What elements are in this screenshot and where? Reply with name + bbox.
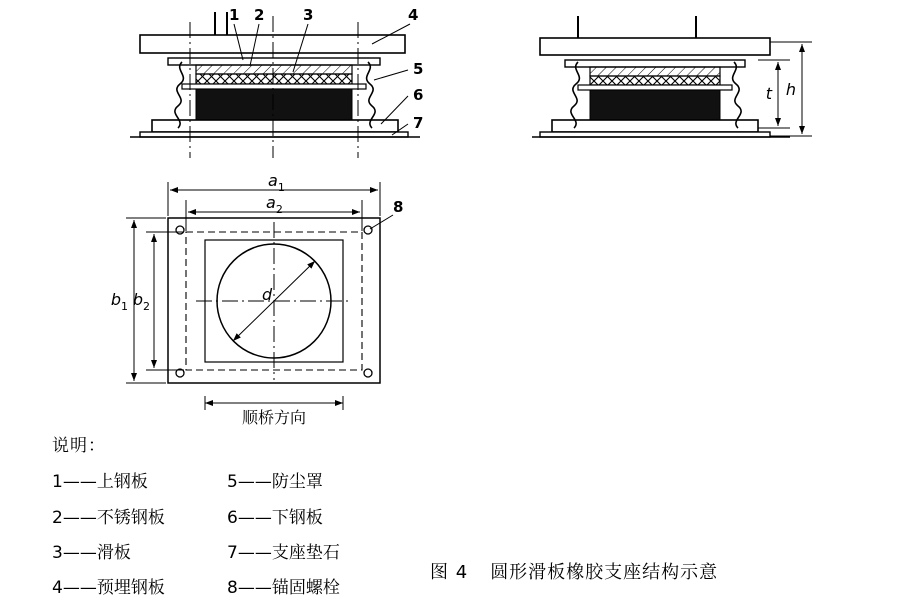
dimension-label-a1: $a_1$ (268, 171, 285, 194)
legend-item-number: 3 (52, 542, 63, 563)
callout-6: 6 (413, 86, 424, 104)
front-bearing-pedestal (140, 132, 408, 137)
legend-item-label: 防尘罩 (271, 472, 323, 493)
legend-item-label: 锚固螺栓 (271, 578, 340, 599)
legend-item-number: 2 (52, 507, 63, 528)
dimension-label-t: t (765, 84, 772, 103)
legend-item (227, 572, 402, 604)
callout-8: 8 (393, 198, 404, 216)
legend-item (52, 502, 227, 534)
front-dust-cover-right (367, 62, 376, 128)
dimension-label-b2: $b_2$ (132, 290, 150, 313)
front-lower-steel-plate (152, 120, 398, 132)
legend-item (227, 466, 402, 498)
front-stainless-steel-plate (196, 65, 352, 74)
legend-grid (52, 466, 452, 604)
side-elevation-view (532, 16, 812, 137)
dimension-label-h: h (785, 80, 796, 99)
legend-item-dash: —— (237, 578, 272, 599)
dimension-label-d: d (262, 285, 273, 304)
legend-item-label: 滑板 (96, 542, 131, 563)
side-stainless-steel-plate (590, 67, 720, 76)
side-sliding-plate (590, 76, 720, 85)
callout-5: 5 (413, 60, 424, 78)
legend-item-label: 支座垫石 (271, 542, 340, 563)
callout-4: 4 (408, 6, 419, 24)
legend-item-number: 6 (227, 507, 238, 528)
legend-item-dash: —— (237, 507, 272, 528)
callout-7: 7 (413, 114, 424, 132)
side-dust-cover-right (733, 62, 742, 128)
legend-item-number: 5 (227, 472, 238, 493)
legend-item-dash: —— (62, 507, 97, 528)
dimension-label-a2: $a_2$ (266, 193, 283, 216)
front-slider-seat-band (182, 84, 366, 89)
legend-item (52, 572, 227, 604)
front-upper-steel-plate (168, 58, 380, 65)
figure-caption (430, 558, 718, 584)
plan-view (111, 171, 404, 427)
side-bearing-pedestal (540, 132, 770, 137)
side-upper-steel-plate (565, 60, 745, 67)
legend-item-dash: —— (237, 472, 272, 493)
legend-item-label: 下钢板 (271, 507, 323, 528)
legend (52, 430, 452, 604)
dimension-label-b1: $b_1$ (110, 290, 128, 313)
side-anchor-bolts (578, 16, 696, 38)
side-slider-seat-band (578, 85, 732, 90)
legend-item (227, 502, 402, 534)
legend-item-dash: —— (62, 542, 97, 563)
callout-3: 3 (303, 6, 314, 24)
front-sliding-plate (196, 74, 352, 84)
legend-item-number: 4 (52, 578, 63, 599)
legend-item (52, 466, 227, 498)
plan-bridge-direction-label: 顺桥方向 (241, 408, 307, 427)
legend-item-number: 8 (227, 578, 238, 599)
legend-item (227, 537, 402, 569)
front-elevation-view (130, 6, 423, 158)
figure-caption-label: 图 4 (430, 562, 469, 583)
front-dust-cover-left (175, 62, 184, 128)
legend-item (52, 537, 227, 569)
legend-item-label: 上钢板 (96, 472, 148, 493)
side-lower-steel-plate (552, 120, 758, 132)
legend-item-dash: —— (62, 472, 97, 493)
legend-item-dash: —— (237, 542, 272, 563)
side-embedded-steel-plate (540, 38, 770, 55)
legend-item-label: 预埋钢板 (96, 578, 165, 599)
side-dust-cover-left (571, 62, 580, 128)
legend-title: 说明： (52, 436, 106, 456)
legend-item-number: 7 (227, 542, 238, 563)
callout-2: 2 (254, 6, 265, 24)
legend-item-dash: —— (62, 578, 97, 599)
figure-caption-title: 圆形滑板橡胶支座结构示意 (490, 562, 719, 583)
callout-1: 1 (229, 6, 240, 24)
legend-item-label: 不锈钢板 (96, 507, 165, 528)
legend-item-number: 1 (52, 472, 63, 493)
